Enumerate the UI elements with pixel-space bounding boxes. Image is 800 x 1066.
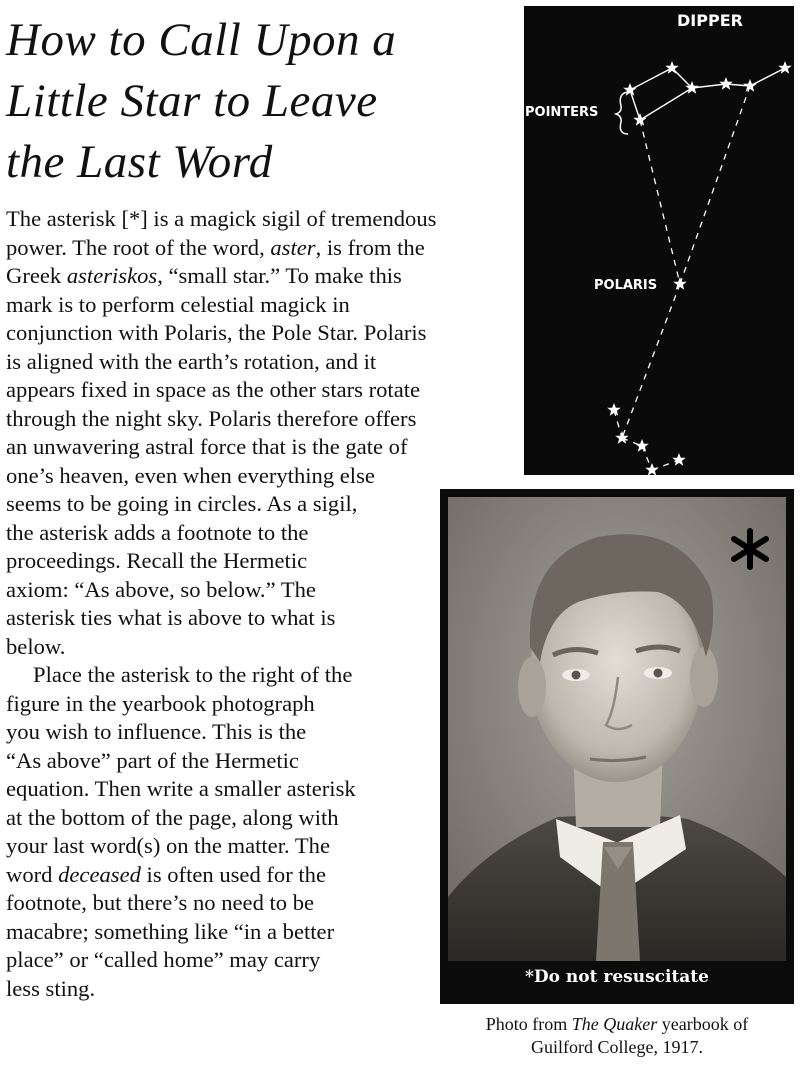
body-line: footnote, but there’s no need to be [6, 890, 315, 915]
body-line: figure in the yearbook photograph [6, 690, 315, 716]
credit-publication: The Quaker [571, 1014, 658, 1034]
dipper-lines [630, 68, 785, 120]
paragraph-1 [6, 205, 506, 661]
body-line: “As above” part of the Hermetic [6, 747, 299, 773]
body-line: you wish to influence. This is the [6, 719, 307, 744]
hand-drawn-asterisk-icon [730, 527, 770, 571]
star-map-diagram [524, 6, 794, 475]
paragraph-2 [6, 661, 506, 1003]
credit-line-2: Guilford College, 1917. [531, 1037, 703, 1057]
emphasized-word: asteriskos [66, 263, 158, 288]
photo-annotation: *Do not resuscitate [525, 967, 709, 987]
body-line: mark is to perform celestial magick in [6, 291, 350, 317]
body-line: below. [6, 633, 66, 659]
page-title [6, 10, 506, 193]
body-line: power. The root of the word, aster, is from the [6, 234, 425, 260]
emphasized-word: deceased [58, 861, 141, 887]
body-line: one’s heaven, even when everything else [6, 462, 375, 488]
pointers-label: POINTERS [525, 105, 599, 120]
stars [607, 61, 791, 475]
body-line: an unwavering astral force that is the gate of [6, 434, 408, 459]
body-line: proceedings. Recall the Hermetic [6, 548, 308, 573]
title-line-3: the Last Word [6, 136, 273, 188]
credit-prefix: Photo from [485, 1014, 572, 1034]
body-line: Place the asterisk to the right of the [33, 662, 353, 687]
polaris-label: POLARIS [594, 278, 658, 293]
star-map-svg [524, 6, 794, 475]
body-line: less sting. [6, 975, 96, 1001]
article-body [6, 205, 506, 1003]
body-line: through the night sky. Polaris therefore offers [6, 405, 417, 431]
photo-credit [440, 1013, 794, 1059]
body-line: macabre; something like “in a better [6, 918, 335, 944]
yearbook-portrait [448, 497, 786, 961]
body-line: conjunction with Polaris, the Pole Star. Polaris [6, 320, 427, 345]
emphasized-word: aster [270, 234, 316, 260]
body-line: at the bottom of the page, along with [6, 804, 339, 830]
body-line: place” or “called home” may carry [6, 947, 321, 972]
credit-suffix: yearbook of [657, 1014, 749, 1034]
body-line: seems to be going in circles. As a sigil, [6, 491, 358, 516]
body-line: equation. Then write a smaller asterisk [6, 776, 356, 801]
body-line: appears fixed in space as the other stars rotate [6, 377, 421, 402]
pointers-brace [616, 92, 628, 134]
title-line-2: Little Star to Leave [6, 75, 378, 127]
body-line: Greek asteriskos, “small star.” To make this [6, 263, 402, 288]
body-line: is aligned with the earth’s rotation, and it [6, 348, 377, 374]
title-line-1: How to Call Upon a [6, 14, 397, 66]
body-line: word deceased is often used for the [6, 861, 326, 887]
body-line: axiom: “As above, so below.” The [6, 576, 316, 602]
body-line: asterisk ties what is above to what is [6, 605, 336, 630]
body-line: your last word(s) on the matter. The [6, 833, 330, 858]
body-line: The asterisk [*] is a magick sigil of tremendous [6, 206, 437, 231]
yearbook-photo-frame [440, 489, 794, 1004]
body-line: the asterisk adds a footnote to the [6, 519, 309, 545]
dipper-label: DIPPER [677, 11, 743, 30]
